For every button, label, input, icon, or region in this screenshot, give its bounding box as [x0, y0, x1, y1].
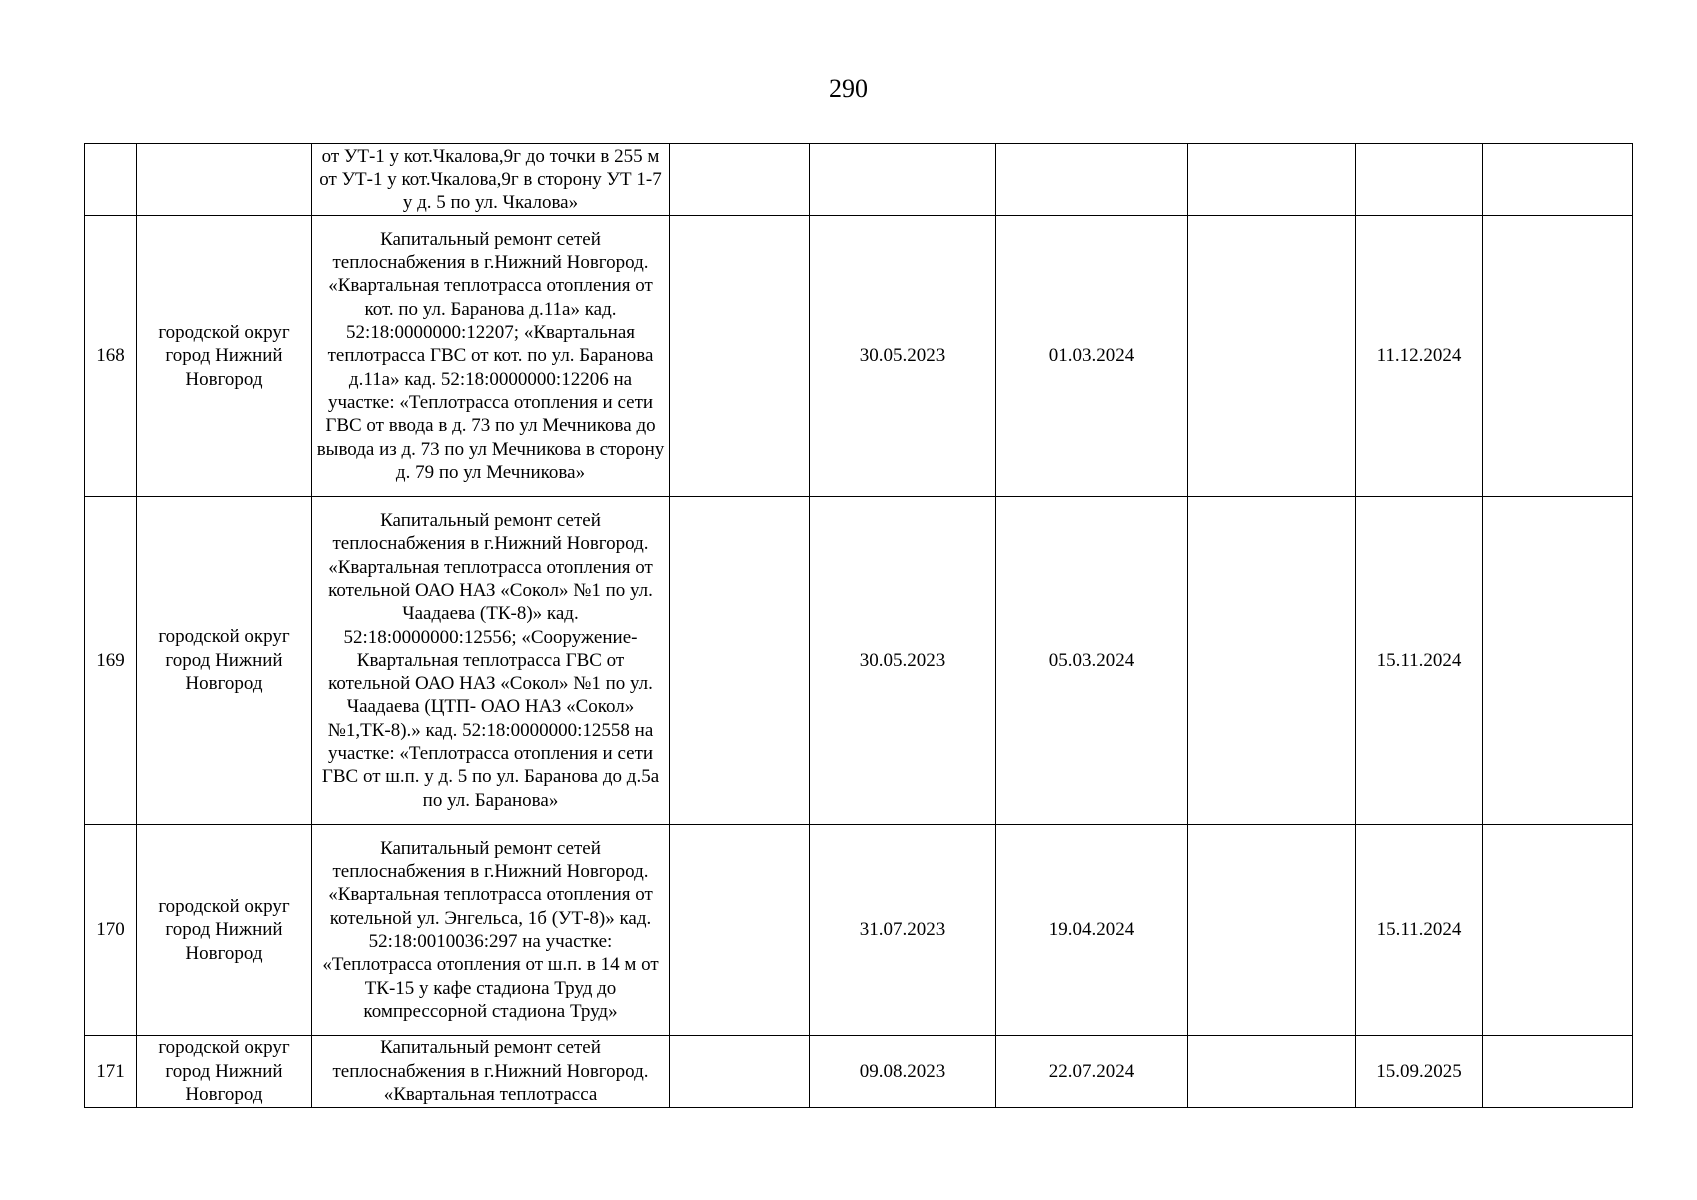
date-cell	[996, 144, 1188, 216]
date-cell: 31.07.2023	[810, 825, 996, 1036]
date-cell: 30.05.2023	[810, 497, 996, 825]
table-row	[85, 216, 1633, 497]
table-row	[85, 825, 1633, 1036]
empty-cell	[1188, 144, 1356, 216]
date-cell	[1356, 144, 1483, 216]
description-cell: Капитальный ремонт сетей теплоснабжения в г.Нижний Новгород. «Квартальная теплотрасса отопления от котельной ОАО НАЗ «Сокол» №1 по ул. Чаадаева (ТК-8)» кад. 52:18:0000000:12556; «Сооружение-Квартальная теплотрасса ГВС от котельной ОАО НАЗ «Сокол» №1 по ул. Чаадаева (ЦТП- ОАО НАЗ «Сокол» №1,ТК-8).» кад. 52:18:0000000:12558 на участке: «Теплотрасса отопления и сети ГВС от ш.п. у д. 5 по ул. Баранова до д.5а по ул. Баранова»	[312, 497, 670, 825]
date-cell: 11.12.2024	[1356, 216, 1483, 497]
locality-cell: городской округ город Нижний Новгород	[137, 497, 312, 825]
date-cell: 22.07.2024	[996, 1036, 1188, 1108]
locality-cell: городской округ город Нижний Новгород	[137, 1036, 312, 1108]
empty-cell	[670, 216, 810, 497]
row-number	[85, 144, 137, 216]
date-cell: 01.03.2024	[996, 216, 1188, 497]
locality-cell: городской округ город Нижний Новгород	[137, 825, 312, 1036]
empty-cell	[1188, 825, 1356, 1036]
empty-cell	[1483, 825, 1633, 1036]
page-number: 290	[829, 74, 868, 103]
empty-cell	[1188, 1036, 1356, 1108]
empty-cell	[1483, 1036, 1633, 1108]
table-row	[85, 1036, 1633, 1108]
description-cell: от УТ-1 у кот.Чкалова,9г до точки в 255 м от УТ-1 у кот.Чкалова,9г в сторону УТ 1-7 у д. 5 по ул. Чкалова»	[312, 144, 670, 216]
date-cell: 15.11.2024	[1356, 825, 1483, 1036]
row-number: 171	[85, 1036, 137, 1108]
empty-cell	[1188, 216, 1356, 497]
registry-table	[84, 143, 1633, 1108]
locality-cell	[137, 144, 312, 216]
date-cell: 09.08.2023	[810, 1036, 996, 1108]
empty-cell	[670, 1036, 810, 1108]
empty-cell	[1188, 497, 1356, 825]
table-row	[85, 144, 1633, 216]
row-number: 168	[85, 216, 137, 497]
empty-cell	[1483, 216, 1633, 497]
empty-cell	[670, 497, 810, 825]
empty-cell	[1483, 497, 1633, 825]
date-cell: 15.11.2024	[1356, 497, 1483, 825]
empty-cell	[670, 144, 810, 216]
empty-cell	[670, 825, 810, 1036]
date-cell: 30.05.2023	[810, 216, 996, 497]
locality-cell: городской округ город Нижний Новгород	[137, 216, 312, 497]
table-row	[85, 497, 1633, 825]
description-cell: Капитальный ремонт сетей теплоснабжения в г.Нижний Новгород. «Квартальная теплотрасса	[312, 1036, 670, 1108]
date-cell: 19.04.2024	[996, 825, 1188, 1036]
date-cell: 05.03.2024	[996, 497, 1188, 825]
description-cell: Капитальный ремонт сетей теплоснабжения в г.Нижний Новгород. «Квартальная теплотрасса отопления от котельной ул. Энгельса, 1б (УТ-8)» кад. 52:18:0010036:297 на участке: «Теплотрасса отопления от ш.п. в 14 м от ТК-15 у кафе стадиона Труд до компрессорной стадиона Труд»	[312, 825, 670, 1036]
date-cell: 15.09.2025	[1356, 1036, 1483, 1108]
row-number: 170	[85, 825, 137, 1036]
row-number: 169	[85, 497, 137, 825]
description-cell: Капитальный ремонт сетей теплоснабжения в г.Нижний Новгород. «Квартальная теплотрасса отопления от кот. по ул. Баранова д.11а» кад. 52:18:0000000:12207; «Квартальная теплотрасса ГВС от кот. по ул. Баранова д.11а» кад. 52:18:0000000:12206 на участке: «Теплотрасса отопления и сети ГВС от ввода в д. 73 по ул Мечникова до вывода из д. 73 по ул Мечникова в сторону д. 79 по ул Мечникова»	[312, 216, 670, 497]
empty-cell	[1483, 144, 1633, 216]
date-cell	[810, 144, 996, 216]
